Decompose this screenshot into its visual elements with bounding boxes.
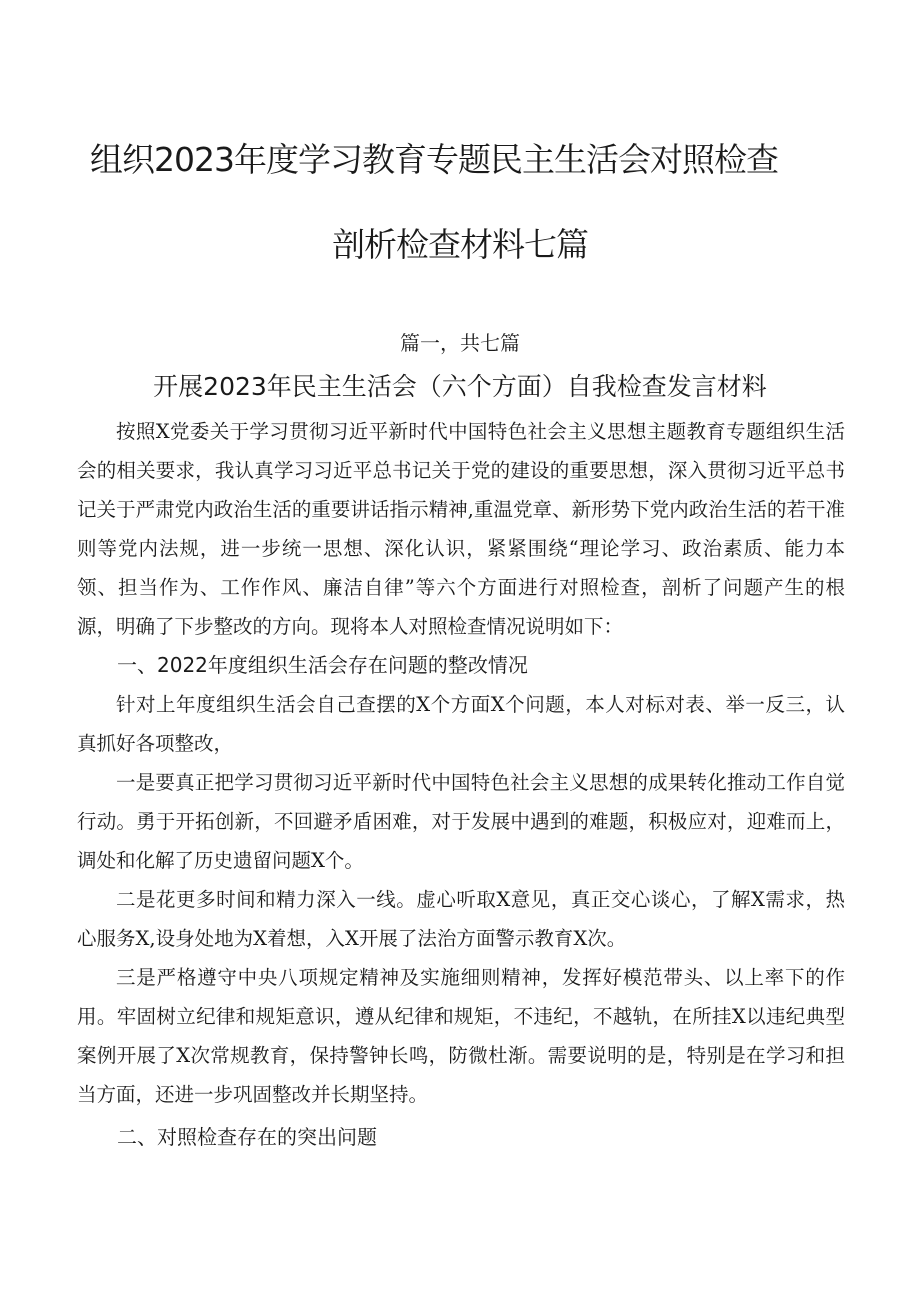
body-paragraph: 针对上年度组织生活会自己查摆的X个方面X个问题，本人对标对表、举一反三，认真抓好各项整改， (77, 693, 845, 755)
body-paragraph: 二是花更多时间和精力深入一线。虚心听取X意见，真正交心谈心，了解X需求，热心服务X,设身处地为X着想，入X开展了法治方面警示教育X次。 (77, 888, 845, 950)
body-paragraph: 一是要真正把学习贯彻习近平新时代中国特色社会主义思想的成果转化推动工作自觉行动。勇于开拓创新，不回避矛盾困难，对于发展中遇到的难题，积极应对，迎难而上，调处和化解了历史遗留问题X个。 (77, 771, 845, 872)
section-heading-1: 一、2022年度组织生活会存在问题的整改情况 (117, 653, 528, 677)
intro-paragraph: 按照X党委关于学习贯彻习近平新时代中国特色社会主义思想主题教育专题组织生活会的相关要求，我认真学习习近平总书记关于党的建设的重要思想，深入贯彻习近平总书记关于严肃党内政治生活的重要讲话指示精神,重温党章、新形势下党内政治生活的若干准则等党内法规，进一步统一思想、深化认识，紧紧围绕“理论学习、政治素质、能力本领、担当作为、工作作风、廉洁自律”等六个方面进行对照检查，剖析了问题产生的根源，明确了下步整改的方向。现将本人对照检查情况说明如下： (77, 420, 845, 638)
document-title-line-2: 剖析检查材料七篇 (332, 225, 588, 264)
section-heading-2: 二、对照检查存在的突出问题 (117, 1125, 377, 1149)
article-number: 篇一，共七篇 (400, 331, 520, 355)
document-title-line-1: 组织2023年度学习教育专题民主生活会对照检查 (90, 140, 778, 179)
article-body (77, 412, 845, 1157)
article-heading: 开展2023年民主生活会（六个方面）自我检查发言材料 (153, 372, 767, 401)
body-paragraph: 三是严格遵守中央八项规定精神及实施细则精神，发挥好模范带头、以上率下的作用。牢固树立纪律和规矩意识，遵从纪律和规矩，不违纪，不越轨，在所挂X以违纪典型案例开展了X次常规教育，保持警钟长鸣，防微杜渐。需要说明的是，特别是在学习和担当方面，还进一步巩固整改并长期坚持。 (77, 966, 845, 1106)
